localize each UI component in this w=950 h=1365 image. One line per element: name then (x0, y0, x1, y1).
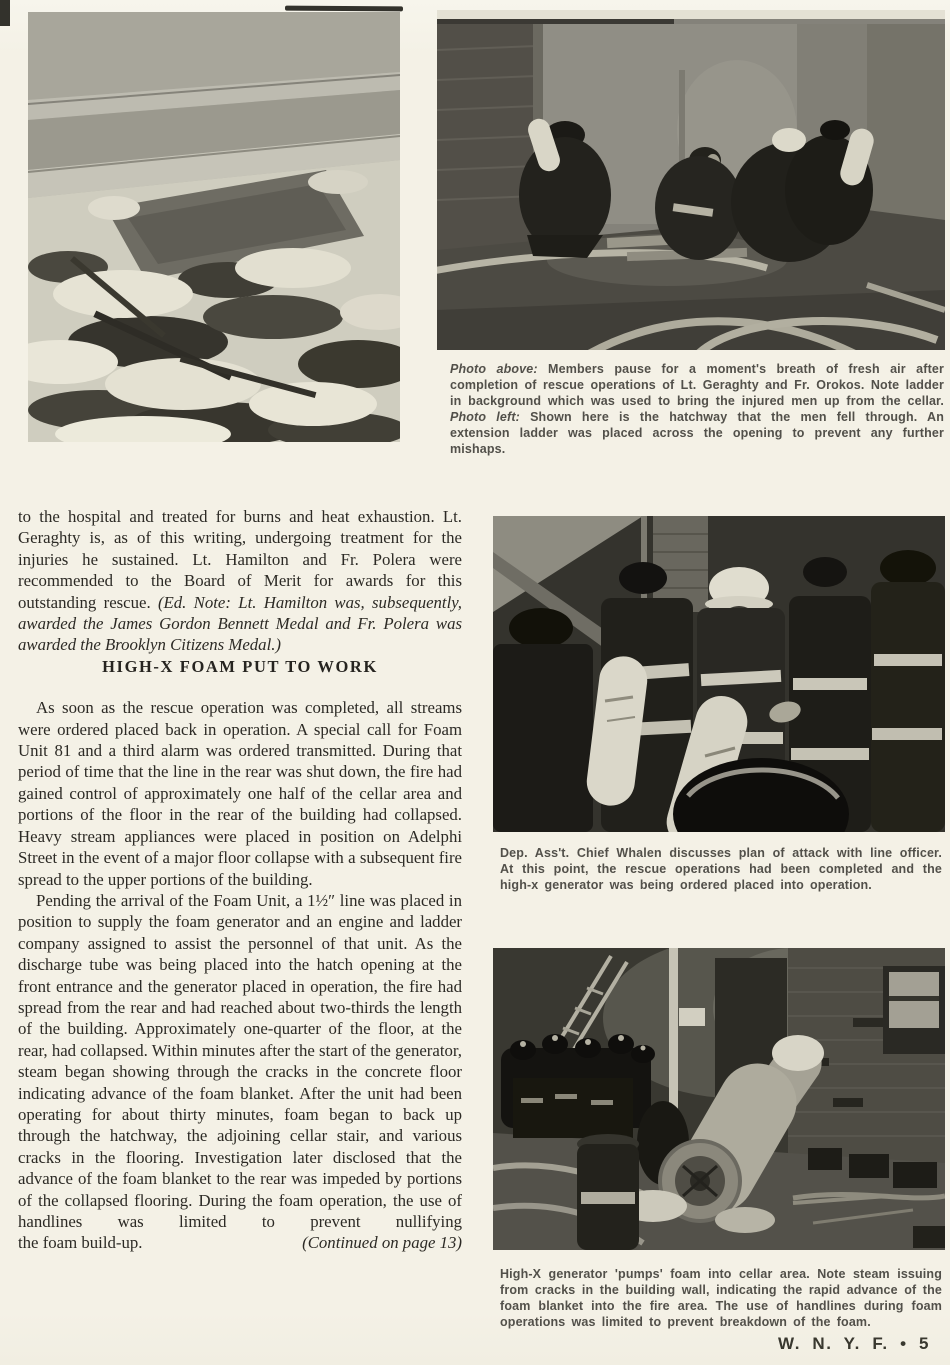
article-column (18, 506, 462, 1254)
article-heading: HIGH-X FOAM PUT TO WORK (102, 656, 378, 676)
continued-note: (Continued on page 13) (302, 1233, 462, 1253)
photo-chief-discussion (493, 516, 945, 832)
discussion-photo-illustration (493, 516, 945, 832)
caption-foam-generator: High-X generator 'pumps' foam into cellar area. Note steam issuing from cracks in the building wall, indicating the rapid advance of the foam blanket into the fire area. The use of handlines during foam operations was limited to prevent breakdown of the foam. (500, 1267, 942, 1329)
photo-hatchway (28, 12, 400, 442)
article-paragraph-3: Pending the arrival of the Foam Unit, a 1½″ line was placed in position to supply the foam generator and an engine and ladder company assigned to assist the personnel of that unit. As the discharge tube was being placed into the hatch opening at the front entrance and the generator placed in operation, the fire had spread from the rear and had reached about two-thirds the length of the building. Approximately one-quarter of the floor, at the rear, had collapsed. Within minutes after the start of the generator, steam began showing through the cracks in the concrete floor indicating advance of the foam blanket. After the unit had been operating for about thirty minutes, foam began to back up through the hatchway, the adjoining cellar stair, and various cracks in the flooring. Investigation later disclosed that the advance of the foam blanket to the rear was impeded by portions of the collapsed flooring. During the foam operation, the use of handlines was limited to prevent nullifying (18, 890, 462, 1231)
caption-label-photo-left: Photo left: (450, 410, 520, 424)
generator-photo-illustration (493, 948, 945, 1250)
caption-text-photo-above: Members pause for a moment's breath of fresh air after completion of rescue operations of Lt. Geraghty and Fr. Orokos. Note ladder in background which was used to bring the injured men up from the cellar. (450, 362, 945, 408)
article-paragraph-2: As soon as the rescue operation was completed, all streams were ordered placed back in operation. A special call for Foam Unit 81 and a third alarm was ordered transmitted. During that period of time that the line in the rear was shut down, the fire had gained control of approximately one half of the cellar area and portions of the floor in the rear of the building had collapsed. Heavy stream appliances were placed in position on Adelphi Street in the event of a major floor collapse with a subsequent fire spread to the upper portions of the building. (18, 698, 462, 889)
article-last-line (18, 1232, 462, 1253)
resting-photo-illustration (437, 10, 945, 350)
editors-note: (Ed. Note: Lt. Hamilton was, subsequently, awarded the James Gordon Bennett Medal and Fr. Polera was awarded the Brooklyn Citizens Medal.) (18, 592, 462, 655)
page-footer: W. N. Y. F. • 5 (778, 1334, 930, 1353)
caption-label-photo-above: Photo above: (450, 362, 538, 376)
scan-artifact-corner (0, 0, 10, 26)
photo-foam-generator (493, 948, 945, 1250)
caption-top-photos (450, 361, 944, 457)
caption-chief-discussion: Dep. Ass't. Chief Whalen discusses plan of attack with line officer. At this point, the rescue operations had been completed and the high-x generator was being ordered placed into operation. (500, 846, 942, 892)
paragraph-3-end: the foam build-up. (18, 1233, 143, 1253)
caption-text-photo-left: Shown here is the hatchway that the men fell through. An extension ladder was placed across the opening to prevent any further mishaps. (450, 410, 945, 456)
photo-firefighters-resting (437, 10, 945, 350)
scan-artifact-streak (285, 6, 403, 12)
paragraph-1-text: to the hospital and treated for burns and heat exhaustion. Lt. Geraghty is, as of this writing, undergoing treatment for the injuries he sustained. Lt. Hamilton and Fr. Polera were recommended to the Board of Merit for awards for this outstanding rescue. (18, 507, 462, 612)
article-paragraph-1 (18, 506, 462, 656)
hatchway-photo-illustration (28, 12, 400, 442)
